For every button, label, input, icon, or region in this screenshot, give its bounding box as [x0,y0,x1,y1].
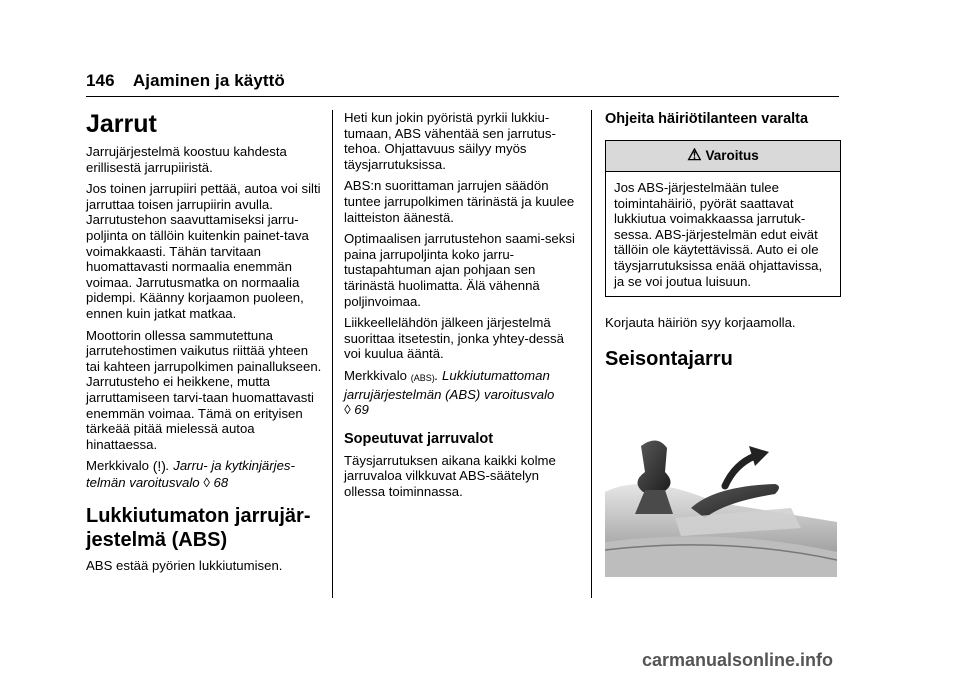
column-divider-1 [332,110,333,598]
fault-instructions-heading: Ohjeita häiriötilanteen varalta [605,111,809,127]
ref-title: . Lukkiutumattoman jarrujärjestelmän (ABS) varoitusvalo [344,367,555,402]
parking-brake-illustration [605,432,837,577]
paragraph: Optimaalisen jarrutustehon saami-seksi paina jarrupoljinta koko jarru-tustapahtuman ajan pohjaan sen tärinästä huolimatta. Älä vähennä poljinvoimaa. [344,231,575,309]
page-header [86,71,285,91]
page-ref-arrow-icon: ◊ [344,402,351,418]
paragraph: ABS estää pyörien lukkiutumisen. [86,558,283,574]
column-2 [344,110,582,505]
header-rule [86,96,839,97]
paragraph: Heti kun jokin pyöristä pyrkii lukkiu-tumaan, ABS vähentää sen jarrutus-tehoa. Ohjattavuus säilyy myös täysjarrutuksissa. [344,110,556,172]
column-3 [605,110,841,377]
page-ref-arrow-icon: ◊ [203,474,210,490]
ref-title: . Jarru- ja kytkinjärjes-telmän varoitusvalo [86,458,295,490]
adaptive-brake-lights-heading: Sopeutuvat jarruvalot [344,430,494,447]
column-divider-2 [591,110,592,598]
abs-warning-icon: (ABS) [410,372,435,383]
cross-reference-brake-warning [86,458,324,490]
warning-label: Varoitus [705,148,759,163]
column-1 [86,110,324,580]
warning-triangle-icon: ⚠ [687,147,702,164]
paragraph: Täysjarrutuksen aikana kaikki kolme jarruvaloa vilkkuvat ABS-säätelyn ollessa toiminnassa. [344,452,556,499]
warning-header [606,141,840,172]
page-number: 146 [86,71,115,90]
paragraph: Korjauta häiriön syy korjaamolla. [605,315,796,331]
page-ref-number[interactable]: 69 [354,402,369,418]
paragraph: Moottorin ollessa sammutettuna jarrutehostimen vaikutus riittää yhteen tai kahteen jarrupolkimen painallukseen. Jarrutusteho ei heikkene, mutta jarruttamiseen tarvi-taan huomattavasti enemmän voimaa. Tämä on erityisen tärkeää pitää mielessä autoa hinattaessa. [86,327,322,452]
paragraph: Jarrujärjestelmä koostuu kahdesta erillisestä jarrupiiristä. [86,144,287,175]
paragraph: ABS:n suorittaman jarrujen säädön tuntee jarrupolkimen tärinästä ja kuulee laitteiston äänestä. [344,178,575,225]
parking-brake-heading: Seisontajarru [605,347,733,370]
ref-lead-text: Merkkivalo [344,367,408,383]
abs-heading: Lukkiutumaton jarrujär-jestelmä (ABS) [86,505,311,552]
ref-lead-text: Merkkivalo [86,458,150,474]
watermark: carmanualsonline.info [642,650,834,670]
paragraph: Liikkeellelähdön jälkeen järjestelmä suorittaa itsetestin, jonka yhtey-dessä voi kuulua ääntä. [344,315,564,362]
page-ref-number[interactable]: 68 [213,474,229,490]
brake-warning-icon: (!) [152,458,166,475]
paragraph: Jos toinen jarrupiiri pettää, autoa voi silti jarruttaa toisen jarrupiirin avulla. Jarrutustehon saavuttamiseksi jarru-poljinta on tällöin kuitenkin painet-tava voimakkaasti. Tähän tarvitaan huomattavasti normaalia enemmän voimaa. Jarrutusmatka on normaalia pidempi. Käänny korjaamon puoleen, ennen kuin jatkat matkaa. [86,181,321,321]
section-title: Ajaminen ja käyttö [132,71,285,90]
cross-reference-abs-warning [344,368,582,418]
warning-box [605,140,841,297]
brakes-heading: Jarrut [86,110,157,138]
warning-text: Jos ABS-järjestelmään tulee toimintahäiriö, pyörät saattavat lukkiutua voimakkaassa jarrutuk-sessa. ABS-järjestelmän edut eivät tällöin ole käytettävissä. Auto ei ole täysjarrutuksissa enää ohjattavissa, ja se voi joutua luisuun. [614,180,823,289]
